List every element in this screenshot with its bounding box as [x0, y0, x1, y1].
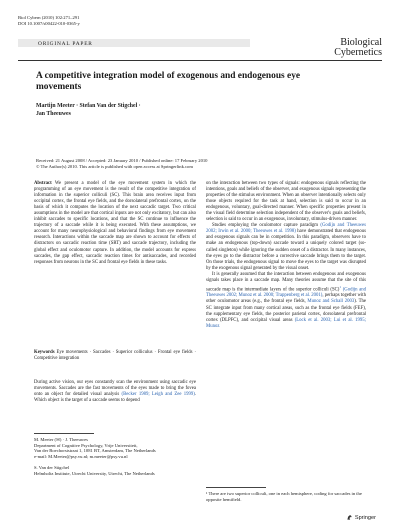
right-column-text — [206, 181, 366, 330]
copyright: © The Author(s) 2010. This article is published with open access at Springerlink.com — [36, 164, 193, 169]
authors-line-1: Martijn Meeter · Stefan Van der Stigchel · — [36, 103, 141, 109]
section-label: ORIGINAL PAPER — [38, 40, 93, 47]
journal-citation: Biol Cybern (2010) 102:271–291 — [18, 15, 80, 20]
authors-line-2: Jan Theeuwes — [36, 111, 71, 117]
keywords — [34, 350, 196, 362]
affiliation-2-department: Helmholtz Institute, Utrecht University, Utrecht, The Netherlands — [34, 470, 155, 476]
p3-text-a: It is generally assumed that the interaction between endogenous and exogenous signals takes place in a saccade map. Many theories assume that the site of this saccade map is the intermediate layers of the superior colliculi (SC) — [206, 271, 366, 293]
p2-text-a: Studies employing the oculomotor capture paradigm — [212, 223, 321, 229]
p2-citation[interactable]: (Godijn and Theeuwes 2002; Irwin et al. 2000; Theeuwes et al. 1998) — [206, 223, 366, 235]
affiliations — [34, 437, 198, 477]
publisher-logo — [346, 514, 376, 521]
keywords-label: Keywords — [34, 350, 55, 355]
affiliation-2-name: S. Van der Stigchel — [34, 465, 70, 471]
journal-name-line-2: Cybernetics — [334, 47, 382, 58]
doi: DOI 10.1007/s00422-010-0365-y — [18, 21, 80, 26]
intro-citation[interactable]: (Becker 1989; Leigh and Zee 1999) — [121, 392, 195, 398]
affiliation-1-department: Department of Cognitive Psychology, Vrije Universiteit, — [34, 442, 138, 448]
article-title-line-1: A competitive integration model of exogenous and endogenous eye — [36, 71, 301, 81]
p3-text-b: , perhaps together with other oculomotor areas (e.g., the frontal eye fields, — [206, 293, 367, 305]
footnote: ¹ There are two superior colliculi, one in each hemisphere, coding for saccades in the opposite hemifield. — [206, 491, 362, 502]
p3-text-c: ). The SC integrate input from many cortical areas, such as the frontal eye fields (FEF), the supplementary eye fields, the posterior parietal cortex, dorsolateral prefrontal cortex (DLPFC), and occipital visual areas — [206, 299, 366, 323]
keywords-text: Eye movements · Saccades · Superior colliculus · Frontal eye fields · Competitive integration — [34, 350, 196, 362]
intro-text-a: During active vision, our eyes constantly scan the environment using saccadic eye movements. Saccades are the fast movements of the eyes made to bring the fovea onto an object for detailed visual analysis — [34, 380, 196, 398]
header-rule — [18, 60, 382, 61]
footnote-rule — [206, 487, 266, 488]
intro-text-b: . Which object is the target of a saccade seems to depend — [34, 392, 196, 404]
affiliation-1-email[interactable]: e-mail: M.Meeter@psy.vu.nl; m.meeter@psy.vu.nl — [34, 453, 128, 459]
p2-text-b: have demonstrated that endogenous and exogenous signals can be in competition. In this paradigm, observers have to make an endogenous (top-down) saccade toward a uniquely colored target (so-called singleton) while ignoring the sudden onset of a distractor. In many instances, the eyes go to the distractor before a corrective saccade brings them to the target. On those trials, the endogenous signal to move the eyes to the target was disrupted by the exogenous signal generated by the visual onset. — [206, 229, 366, 271]
publisher-name: Springer — [354, 514, 376, 521]
introduction-paragraph — [34, 380, 196, 404]
abstract — [34, 181, 196, 266]
abstract-label: Abstract — [34, 181, 52, 186]
affiliation-1-address: Van der Boechorststraat 1, 1081 BT, Amsterdam, The Netherlands — [34, 448, 156, 454]
p3-citation-3[interactable]: (Lock et al. 2003; Lui et al. 1995; Munoz — [206, 317, 366, 329]
affiliation-rule — [34, 433, 94, 434]
paragraph-3 — [206, 272, 366, 330]
footnote-marker[interactable]: 1 — [339, 284, 342, 289]
received-dates: Received: 21 August 2008 / Accepted: 23 January 2010 / Published online: 17 February 2010 — [36, 158, 208, 163]
abstract-text: We present a model of the eye movement system in which the programming of an eye movement is the result of the competitive integration of information in the superior colliculi (SC). This brain area receives input from occipital cortex, the frontal eye fields, and the dorsolateral prefrontal cortex, on the basis of which it computes the location of the next saccadic target. Two critical assumptions in the model are that cortical inputs are not only excitatory, but can also inhibit saccades to specific locations, and that the SC continue to influence the trajectory of a saccade while it is being executed. With these assumptions, we account for many neurophysiological and behavioral findings from eye movement research. Interactions within the saccade map are shown to account for effects of distractors on saccadic reaction time (SRT) and saccade trajectory, including the global effect and oculomotor capture. In addition, the model accounts for express saccades, the gap effect, saccadic reaction times for antisaccades, and recorded responses from neurons in the SC and frontal eye fields in these tasks. — [34, 181, 196, 265]
paragraph-1: on the interaction between two types of signals: endogenous signals reflecting the intentions, goals and beliefs of the observer, and exogenous signals representing the properties of the stimulus environment. When an observer intentionally selects only those objects required for the task at hand, selection is said to occur in an endogenous, voluntary, goal-directed manner. When specific properties present in the visual field determine selection independent of the observer's goals and beliefs, selection is said to occur in an exogenous, involuntary, stimulus-driven manner. — [206, 181, 366, 223]
article-title-line-2: movements — [36, 82, 82, 92]
paragraph-2 — [206, 223, 366, 271]
p3-citation-1[interactable]: (Godijn and Theeuwes 2002; Munoz et al. 2000; Trappenberg et al. 2001) — [206, 287, 366, 299]
springer-horse-icon — [346, 514, 353, 521]
affiliation-1-name: M. Meeter (✉) · J. Theeuwes — [34, 437, 88, 442]
p3-citation-2[interactable]: Munoz and Schall 2003 — [307, 299, 355, 305]
journal-name-line-1: Biological — [340, 37, 382, 48]
